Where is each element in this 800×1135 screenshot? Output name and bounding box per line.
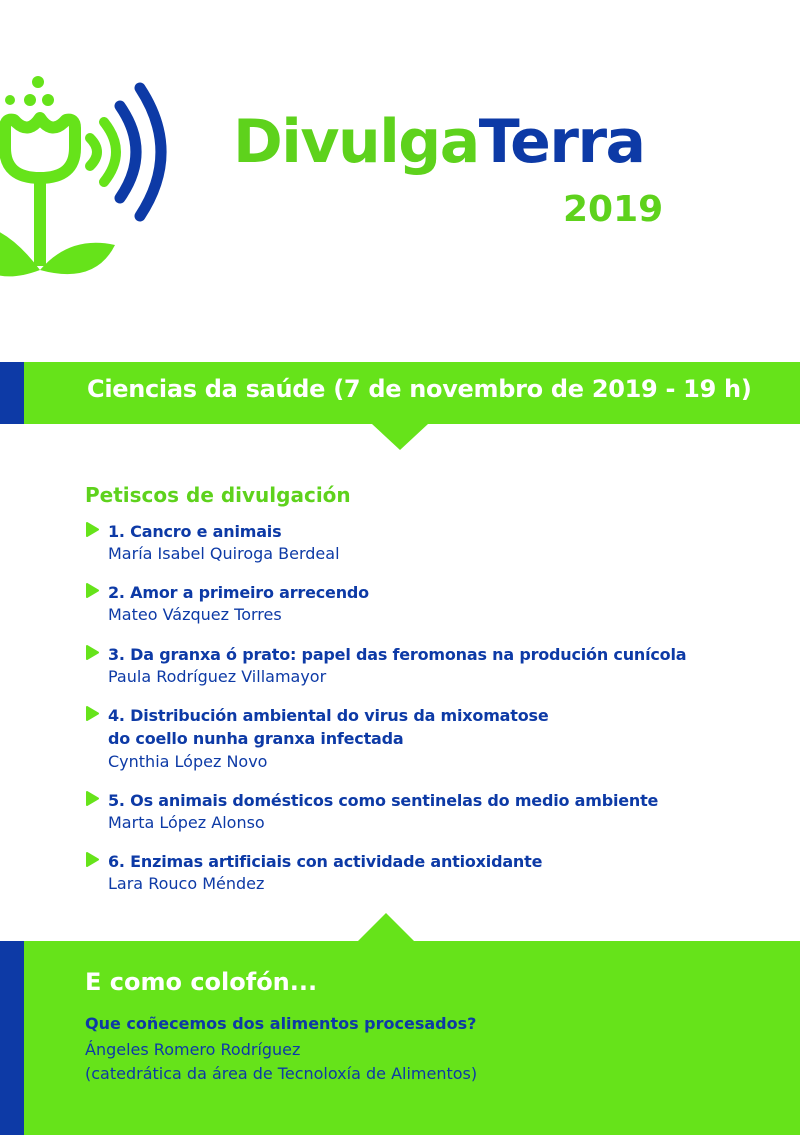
talk-author: Lara Rouco Méndez	[108, 874, 265, 893]
brand-name-part1: Divulga	[233, 107, 479, 177]
closing-heading: E como colofón...	[85, 968, 318, 996]
flower-signal-logo-icon	[0, 60, 200, 300]
talk-author: Cynthia López Novo	[108, 752, 268, 771]
talk-author: Marta López Alonso	[108, 813, 265, 832]
brand-name-part2: Terra	[478, 107, 645, 177]
footer-accent-bar	[0, 941, 24, 1135]
talk-title-line: 4. Distribución ambiental do virus da mixomatose	[108, 706, 549, 725]
talk-title-line: 6. Enzimas artificiais con actividade antioxidante	[108, 852, 543, 871]
talk-title-line: 3. Da granxa ó prato: papel das feromonas na produción cunícola	[108, 645, 687, 664]
play-bullet-icon	[85, 706, 100, 721]
play-bullet-icon	[85, 852, 100, 867]
footer-pointer-triangle	[358, 913, 414, 941]
talk-title	[108, 520, 281, 543]
brand-title	[233, 107, 645, 177]
play-bullet-icon	[85, 583, 100, 598]
talk-title-line: 5. Os animais domésticos como sentinelas do medio ambiente	[108, 791, 659, 810]
play-bullet-icon	[85, 522, 100, 537]
talk-title	[108, 704, 549, 750]
play-bullet-icon	[85, 645, 100, 660]
section-title: Ciencias da saúde (7 de novembro de 2019 - 19 h)	[87, 375, 752, 403]
talk-title	[108, 581, 369, 604]
closing-talk-title: Que coñecemos dos alimentos procesados?	[85, 1014, 477, 1033]
talk-title	[108, 643, 686, 666]
talk-author: Paula Rodríguez Villamayor	[108, 667, 327, 686]
talk-author: Mateo Vázquez Torres	[108, 605, 282, 624]
banner-pointer-triangle	[372, 424, 428, 450]
closing-speaker: Ángeles Romero Rodríguez	[85, 1040, 301, 1059]
talk-title	[108, 850, 542, 873]
banner-accent-bar	[0, 362, 24, 424]
brand-year: 2019	[563, 189, 664, 230]
talk-title-line: do coello nunha granxa infectada	[108, 729, 404, 748]
talks-heading: Petiscos de divulgación	[85, 483, 351, 507]
talk-title	[108, 789, 658, 812]
closing-speaker-role: (catedrática da área de Tecnoloxía de Alimentos)	[85, 1064, 478, 1083]
talk-author: María Isabel Quiroga Berdeal	[108, 544, 340, 563]
talk-title-line: 1. Cancro e animais	[108, 522, 282, 541]
play-bullet-icon	[85, 791, 100, 806]
talk-title-line: 2. Amor a primeiro arrecendo	[108, 583, 369, 602]
